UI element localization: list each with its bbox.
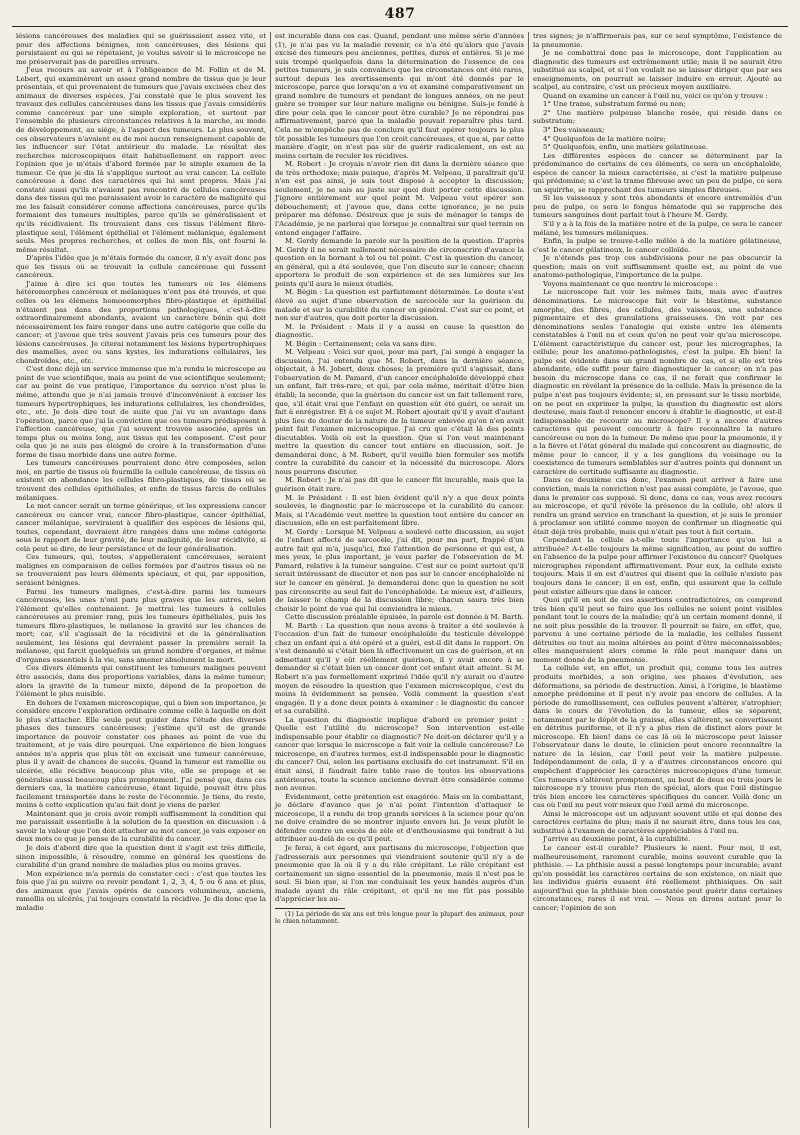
paragraph: J'arrive au deuxième point, à la curabilité. bbox=[543, 835, 691, 844]
paragraph: Ces divers éléments qui constituent les tumeurs malignes peuvent être associés, dans des proportions variables, dans la même tumeur; alors la gravité de la tumeur mixte, dépend de la proportion de l'élément le plus nuisible. bbox=[16, 664, 266, 699]
column-left bbox=[12, 32, 270, 1128]
paragraph: J'eus recours au savoir et à l'obligeance de M. Follin et de M. Lebert, qui examinèrent un assez grand nombre de tissus que je leur présentais, et qui provenaient de tumeurs que j'avais excisées chez des animaux de diverses espèces. J'ai constaté que le plus souvent les travaux des cellules cancéreuses dans les tissus que j'avais considérés comme cancéreux par une simple exploration, et surtout par l'ensemble de plusieurs circonstances relatives à la marche, au mode de développement, au siége, à l'aspect des tumeurs. Le plus souvent, ces observateurs n'avaient eu de moi aucun renseignement capable de les influencer sur l'état antérieur du malade. Le résultat des recherches microscopiques était habituellement en rapport avec l'opinion que je m'étais d'abord formée par le simple examen de la tumeur. Ce que je dis là s'applique surtout au vrai cancer. La cellule cancéreuse a donc des caractères qui lui sont propres. Mais j'ai constaté aussi qu'ils n'avaient pas rencontré de cellules cancéreuses dans des tissus qui me paraissaient avoir le caractère de malignité qui me les faisait considérer comme affections cancéreuses, parce qu'ils formaient des tumeurs multiples, parce qu'ils se généralisaient et qu'ils récidivaient. Ils trouvaient dans ces tissus l'élément fibro-plastique seul, l'élément épithélial et l'élément mélanique, également seuls. Mes propres recherches, et celles de mon fils, ont fourni le même résultat. bbox=[16, 66, 266, 254]
paragraph: M. Robert : Je n'ai pas dit que le cancer fût incurable, mais que la guérison était rare. bbox=[275, 476, 524, 493]
paragraph: Je ferai, à cet égard, aux partisans du microscope, l'objection que j'adresserais aux personnes qui viendraient soutenir qu'il n'y a de pneumonie que là où il y a du râle crépitant. Le râle crépitant est certainement un signe essentiel de la pneumonie, mais il n'est pas le seul. Si bien que, si l'on me conduisait les yeux bandés auprès d'un malade ayant du râle crépitant, et qu'il ne me fût pas possible d'apprécier les au- bbox=[275, 843, 524, 904]
column-right bbox=[528, 32, 786, 1128]
list-item: 4° Quelquefois de la matière noire; bbox=[543, 134, 666, 143]
paragraph: lésions cancéreuses des maladies qui se guérissaient assez vite, et pour des affections bénignes, non cancéreuses, des lésions qui persistaient ou qui se répétaient, je voulus savoir si le microscope ne me préserverait pas de pareilles erreurs. bbox=[16, 32, 266, 66]
footnote: (1) La période de six ans est très longue pour la plupart des animaux, pour le chien notamment. bbox=[275, 910, 524, 926]
paragraph: tres signes; je n'affirmerais pas, sur ce seul symptôme, l'existence de la pneumonie. bbox=[533, 32, 782, 49]
paragraph: Évidemment, cette prétention est exagérée. Mais en la combattant, je déclare d'avance que je n'ai point l'intention d'attaquer le microscope, il a rendu de trop grands services à la science pour qu'on ne doive craindre de se montrer injuste envers lui. Je veux plutôt le défendre contre un excès de zèle et d'enthousiasme qui tendrait à lui attribuer au-delà de ce qu'il peut. bbox=[275, 792, 524, 844]
paragraph: Dans ce deuxième cas donc, l'examen peut arriver à faire une conviction, mais la conviction n'est pas aussi complète, je l'avoue, que dans le premier cas supposé. Si donc, dans ce cas, vous avez recours au microscope, et qu'il révèle la présence de la cellule, oh! alors il rendra un grand service en tranchant la question, et je suis le premier à proclamer son utilité comme moyen de confirmer un diagnostic qui était déjà très probable, mais qui n'était pas tout à fait certain. bbox=[533, 476, 782, 536]
list-item: 1° Une trame, substratum formé ou non; bbox=[543, 100, 686, 109]
paragraph: Cependant la cellule a-t-elle toute l'importance qu'on lui a attribuée? A-t-elle toujours la même signification, au point de suffire en l'absence de la pulpe pour affirmer l'existence du cancer? Quelques micrographes répondent affirmativement. Pour eux, la cellule existe toujours. Mais il en est d'autres qui disent que la cellule n'existe pas toujours dans le cancer; il en est, enfin, qui assurent que la cellule peut exister ailleurs que dans le cancer. bbox=[533, 536, 782, 596]
paragraph: M. Robert : Je croyais n'avoir rien dit dans la dernière séance que de très orthodoxe; mais puisque, d'après M. Velpeau, il paraîtrait qu'il n'en est pas ainsi, je suis tout disposé à accepter la discussion; seulement, je ne sais au juste sur quoi doit porter cette discussion. J'ignore entièrement sur quel point M. Velpeau veut opérer son débouchement; et j'avoue que, dans cette ignorance, je ne puis préparer ma défense. Désireux que je suis de ménager le temps de l'Académie, je ne parlerai que lorsque je connaîtrai sur quel terrain on entend engager l'affaire. bbox=[275, 160, 524, 237]
text-columns bbox=[12, 32, 788, 1128]
paragraph: Quand on examine un cancer à l'œil nu, voici ce qu'on y trouve : bbox=[543, 91, 768, 100]
paragraph: Le mot cancer serait un terme générique, et les expressions cancer cancéreux ou cancer vrai, cancer fibro-plastique, cancer épithélial, cancer mélanique, serviraient à qualifier des espèces de lésions qui, toutes, cependant, devraient être rangées dans une même catégorie sous le rapport de leur gravité, de leur malignité, de leur récidivité, si cela peut se dire, de leur persistance et de leur généralisation. bbox=[16, 502, 266, 553]
paragraph: Je ne combattrai donc pas le microscope, dont l'application au diagnostic des tumeurs est extrêmement utile; mais il ne saurait être substitué au scalpel, et si l'on voulait ne se laisser diriger que par ses enseignements, on pourrait se laisser induire en erreur. Ajouté au scalpel, au contraire, c'est un précieux moyen auxiliaire. bbox=[533, 49, 782, 92]
paragraph: Maintenant que je crois avoir rempli suffisamment la condition qui me paraissait essentielle à la solution de la question en discussion : à savoir la valeur que l'on doit attacher au mot cancer, je vais exposer en deux mots ce que je pense de la curabilité du cancer. bbox=[16, 809, 266, 844]
footnote-rule bbox=[275, 908, 345, 909]
paragraph: Parmi les tumeurs malignes, c'est-à-dire parmi les tumeurs cancéreuses, les unes n'ont paru plus graves que les autres, selon l'élément qu'elles contenaient. Je mettrai les tumeurs à cellules cancéreuses au premier rang, puis les tumeurs épithéliales, puis les tumeurs fibro-plastiques, le mélanose la gravité sur les chances de mort; car, s'il s'agissait de la récidivité et de la généralisation seulement, les lésions qui devraient passer la première serait la mélanose, qui farcit quelquefois un grand nombre d'organes, et même d'organes essentiels à la vie, sans amener absolument la mort. bbox=[16, 587, 266, 664]
list-item: 2° Une matière pulpeuse blanche rosée, qui réside dans ce substratum; bbox=[533, 108, 782, 126]
paragraph: Le microscope fait voir les mêmes faits, mais avec d'autres dénominations. Le microscope fait voir le blastème, substance amorphe, des fibres, des cellules, des vaisseaux, une substance pigmentaire et des granulations graisseuses. On voit par ces dénominations seules l'analogie qui existe entre les éléments constatables à l'œil nu et ceux qu'on ne peut voir qu'au microscope. L'élément caractéristique du cancer est, pour les micrographes, la cellule; pour les anatomo-pathologistes, c'est la pulpe. Eh bien! la pulpe est évidente dans un grand nombre de cas, et si elle est très abondante, elle suffit pour faire diagnostiquer le cancer; on n'a pas besoin du microscope dans ce cas, il ne ferait que confirmer le diagnostic en révélant la présence de la cellule. Mais la présence de la pulpe n'est pas toujours évidente; si, en pressant sur le tissu morbide, on ne peut en exprimer la pulpe, la question du diagnostic est alors douteuse, mais faut-il renoncer encore à établir le diagnostic, et est-il indispensable de recourir au microscope? Il y a encore d'autres caractères qui peuvent concourir à faire reconnaître la nature cancéreuse ou non de la tumeur. De même que pour la pneumonie, il y a la fièvre et l'état général du malade qui concourent au diagnostic, de même pour le cancer, il y a les ganglions du voisinage ou la coexistence de tumeurs semblables sur d'autres points qui donnent un caractère de certitude suffisante au diagnostic. bbox=[533, 288, 782, 476]
paragraph: En dehors de l'examen microscopique, qui a bien son importance, je considère encore l'exploration ordinaire comme celle à laquelle on doit le plus s'attacher. Elle seule peut guider dans l'étude des diverses phases des tumeurs cancéreuses; j'estime qu'il est de grande importance de pouvoir constater ces phases au point de vue du traitement, et je vais dire pourquoi. Une expérience de bien longues années m'a appris que plus tôt on excisait une tumeur cancéreuse, plus il y avait de chances de succès. Quand la tumeur est ramollie ou ulcérée, elle récidive beaucoup plus vite, elle se propage et se généralise aussi beaucoup plus promptement. J'ai pensé que, dans ces derniers cas, la matière cancéreuse, étant liquide, pouvait être plus facilement transportée dans le reste de l'économie. Je tiens, du reste, moins à cette explication qu'au fait dont je viens de parler. bbox=[16, 698, 266, 810]
paragraph: Les différentes espèces de cancer se déterminent par la prédominance de certains de ces éléments, ce sera un encéphaloïde, espèce de cancer la mieux caractérisée, si c'est la matière pulpeuse qui prédomine; si c'est la trame fibreuse avec un peu de pulpe, ce sera un squirrhe, se rapprochant des tumeurs simples fibreuses. bbox=[533, 151, 782, 194]
paragraph: est incurable dans ces cas. Quand, pendant une même série d'années (1), je n'ai pas vu la maladie revenir, ce n'a été qu'alors que j'avais excisé des tumeurs peu anciennes, petites, dures et entières. Si je me suis trompé quelquefois dans la détermination de l'essence de ces petites tumeurs, je suis convaincu que les circonstances ont été rares, surtout depuis les avertissements qui m'ont été donnés par le microscope, parce que lorsqu'on a vu et examiné comparativement un grand nombre de tumeurs et pendant de longues années, on ne peut guère se tromper sur leur nature maligne ou bénigne. Suis-je fondé à dire pour cela que le cancer peut être curable? Je ne répondrai pas affirmativement, parce que la maladie pouvait reparaître plus tard. Cela ne m'empêche pas de conclure qu'il faut opérer toujours le plus tôt possible les tumeurs que l'on croit cancéreuses, et que si, par cette manière d'agir, on n'est pas sûr de guérir radicalement, on est au moins certain de reculer les récidives. bbox=[275, 32, 524, 160]
paragraph: M. Barth : La question que nous avons à traiter a été soulevée à l'occasion d'un fait de tumeur encéphaloïde du testicule développé chez un enfant qui a été opéré et a guéri, est-il dit dans le rapport. On s'est demandé si c'était bien là effectivement un cas de guérison, et en admettant qu'il y eût réellement guérison, il y avait encore à se demander si c'était bien un cancer dont cet enfant était atteint. Si M. Robert n'a pas formellement exprimé l'idée qu'il n'y aurait ou d'autre moyen de résoudre la question que l'examen microscopique, c'est du moins là évidemment sa pensée. Voilà comment la question s'est engagée. Il y a donc deux points à examiner : le diagnostic du cancer et sa curabilité. bbox=[275, 621, 524, 716]
paragraph: Mon expérience m'a permis de constater ceci : c'est que toutes les fois que j'ai pu suivre ou revoir pendant 1, 2, 3, 4, 5 ou 6 ans et plus, des animaux que j'avais opérés de cancers volumineux, anciens, ramollis ou ulcérés, j'ai toujours constaté la récidive. Je dis donc que la maladie bbox=[16, 869, 266, 912]
paragraph: Ainsi le microscope est un adjuvant souvent utile et qui donne des caractères certains de plus; mais il ne saurait être, dans tous les cas, substitué à l'examen de caractères appréciables à l'œil nu. bbox=[533, 809, 782, 835]
column-middle bbox=[270, 32, 528, 1128]
paragraph: Je dois d'abord dire que la question dont il s'agit est très difficile, sinon impossible, à résoudre, comme en général les questions de curabilité d'un grand nombre de maladies plus ou moins graves. bbox=[16, 843, 266, 870]
paragraph: Le cancer est-il curable? Plusieurs le nient. Pour moi, il est, malheureusement, rarement curable, moins souvent curable que la phthisie. — La phthisie aussi a passé longtemps pour incurable; avant qu'on possédât les caractères certains de son existence, on niait que les individus guéris eussent été réellement phthisiques. On sait aujourd'hui que la phthisie bien constatée peut guérir dans certaines circonstances, rares il est vrai. — Nous en dirons autant pour le cancer; l'opinion de son bbox=[533, 843, 782, 912]
paragraph: M. le Président : Il est bien évident qu'il n'y a que deux points soulevés, le diagnostic par le microscope et la curabilité du cancer. Mais, si l'Académie veut mettre la question tout entière du cancer en discussion, elle en est parfaitement libre. bbox=[275, 493, 524, 528]
list-item: 5° Quelquefois, enfin, une matière gélatineuse. bbox=[543, 143, 708, 152]
paragraph: J'aime à dire ici que toutes les tumeurs où les élémens hétéromorphes cancéreux et mélaniques n'ont pas été trouvés, et que celles où les élémens homoeomorphes fibro-plastique et épithélial n'étaient pas dans des proportions pathologiques, c'est-à-dire extraordinairement abondants, avaient un caractère bénin qui doit nécessairement les faire ranger dans une autre catégorie que celle du cancer; et j'avoue que très souvent j'avais pris ces tumeurs pour des lésions cancéreuses. Je citerai notamment les lésions hypertrophiques des mamelles, avec ou sans kystes, les indurations cellulaires, les chondroïdes, etc., etc. bbox=[16, 279, 266, 365]
paragraph: Ces tumeurs, qui, toutes, s'appelleraient cancéreuses, seraient malignes en comparaison de celles formées par d'autres tissus où ne se trouveraient pas leurs éléments spéciaux, et qui, par opposition, seraient bénignes. bbox=[16, 553, 266, 587]
paragraph: Voyons maintenant ce que montre le microscope : bbox=[543, 279, 718, 288]
paragraph: Si les vaisseaux y sont très abondants et encore entremêlés d'un peu de pulpe, ce sera le fongus hématode qui se rapproche des tumeurs sanguines dont parlait tout à l'heure M. Gerdy. bbox=[533, 194, 782, 220]
paragraph: Enfin, la pulpe se trouve-t-elle mêlée à de la matière gélatineuse, c'est le cancer gélatineux, le cancer colloïde. bbox=[533, 237, 782, 254]
paragraph: M. Bégin : Certainement; cela va sans dire. bbox=[285, 339, 437, 348]
paragraph: M. Bégin : La question est parfaitement déterminée. Le doute s'est élevé au sujet d'une observation de sarcocèle sur la guérison du malade et sur la curabilité du cancer en général. C'est sur ce point, et non sur d'autres, que doit porter la discussion. bbox=[275, 288, 524, 323]
paragraph: M. le Président : Mais il y a aussi en cause la question de diagnostic. bbox=[275, 322, 524, 340]
paragraph: La question du diagnostic implique d'abord ce premier point : Quelle est l'utilité du microscope? Son intervention est-elle indispensable pour établir ce diagnostic? Ne doit-on déclarer qu'il y a cancer que lorsque le microscope a fait voir la cellule cancéreuse? Le microscope, en d'autres termes, est-il indispensable pour le diagnostic du cancer? Oui, selon les partisans exclusifs de cet instrument. S'il en était ainsi, il faudrait faire table rase de toutes les observations antérieures, toute la science ancienne devrait être considérée comme non avenue. bbox=[275, 715, 524, 793]
paragraph: M. Gerdy demande la parole sur la position de la question. D'après M. Gerdy il ne serait nullement nécessaire de circonscrire d'avance la question en la bornant à tel ou tel point. C'est la question du cancer, en général, qui a été soulevée, que l'on discute sur le cancer; chacun apportera le produit de son expérience et de ses lumières sur les points qu'il aura le mieux étudiés. bbox=[275, 237, 524, 288]
paragraph: M. Gerdy : Lorsque M. Velpeau a soulevé cette discussion, au sujet de l'enfant affecté de sarcocèle, j'ai dit, pour ma part, frappé d'un autre fait qui m'a, jusqu'ici, fixé l'attention de personne et qui est, à mes yeux, le plus important, je veux parler de l'observation de M. Pamard, relative à la tumeur sanguine. C'est sur ce point surtout qu'il serait intéressant de discuter et non pas sur le cancer encéphaloïde ni sur le cancer en général. Je demanderai donc que la question ne soit pas circonscrite au seul fait de l'encéphaloïde. Le mieux est, d'ailleurs, de laisser le champ de la discussion libre; chacun saura très bien choisir le point de vue qui lui conviendra le mieux. bbox=[275, 527, 524, 613]
page-number: 487 bbox=[384, 6, 416, 22]
paragraph: C'est donc déjà un service immense que m'a rendu le microscope au point de vue scientifique, mais au point de vue scientifique seulement; car au point de vue pratique, l'importance du service n'est plus le même, attendu que je n'ai jamais trouvé d'inconvénient à exciser les tumeurs hypertrophiques, les indurations cellulaires, les chondroïdes, etc., etc. Je dois dire tout de suite que j'ai vu un avantage dans l'opération, parce que j'ai la conviction que ces tumeurs prédisposent à l'affection cancéreuse, que j'ai souvent trouvée associée, après un temps plus ou moins long, aux tissus qui les composent. C'est pour cela que je ne suis pas éloigné de croire à la transformation d'une forme de tissu morbide dans une autre forme. bbox=[16, 365, 266, 459]
paragraph: D'après l'idée que je m'étais formée du cancer, il n'y avait donc pas que les tissus où se trouvait la cellule cancéreuse qui fussent cancéreux. bbox=[16, 254, 266, 280]
paragraph: Cette discussion préalable épuisée, la parole est donnée à M. Barth. bbox=[285, 613, 524, 622]
paragraph: Je n'étends pas trop ces subdivisions pour ne pas obscurcir la question; mais on voit suffisamment quelle est, au point de vue anatomo-pathologique, l'importance de la pulpe. bbox=[533, 254, 782, 280]
header-rule bbox=[12, 26, 788, 27]
paragraph: S'il y a à la fois de la matière noire et de la pulpe, ce sera le cancer mélané, les tumeurs mélaniques. bbox=[533, 220, 782, 237]
paragraph: Les tumeurs cancéreuses pourraient donc être composées, selon moi, en partie de tissus où fourmille la cellule cancéreuse, de tissus où existent en abondance les cellules fibro-plastiques, de tissus où se trouvent des cellules épithéliales, et enfin de tissus farcis de cellules mélaniques. bbox=[16, 459, 266, 502]
paragraph: M. Velpeau : Voici sur quoi, pour ma part, j'ai songé à engager la discussion. J'ai entendu que M. Robert, dans la dernière séance, objectait, à M. Jobert, deux choses; la première qu'il s'agissait, dans l'observation de M. Pamard, d'un cancer encéphaloïde développé chez un enfant, fait très-rare, et qui, par cela même, méritait d'être bien établi; la seconde, que la guérison du cancer est un fait tellement rare, que, s'il était vrai que l'enfant en question eût été guéri, ce serait un fait à enrégistrer. Et à ce sujet M. Robert ajoutait qu'il y avait d'autant plus lieu de douter de la nature de la tumeur enlevée qu'on n'en avait point fait l'examen microscopique. J'ai cru que c'était là des points discutables. Voilà où est la question. Que si l'on veut maintenant mettre la question du cancer tout entière en discussion, soit. Je demanderai donc, à M. Robert, qu'il veuille bien formuler ses motifs contre la curabilité du cancer et la nécessité du microscope. Alors nous pourrons discuter. bbox=[275, 348, 524, 476]
list-item: 3° Des vaisseaux; bbox=[543, 126, 605, 135]
paragraph: Quoi qu'il en soit de ces assertions contradictoires, on comprend très bien qu'il peut se faire que les cellules ne soient point visibles pendant tout le cours de la maladie; qu'à un certain moment donné, il ne soit plus possible de la trouver. Il pourrait se faire, en effet, que, parvenu à une certaine période de la maladie, les cellules fussent détruites ou tout au moins altérées au point d'être méconnaissables; elles manqueraient alors comme le râle peut manquer dans un moment donné de la pneumonie. bbox=[533, 596, 782, 664]
paragraph: La cellule est, en effet, un produit qui, comme tous les autres produits morbides, a son origine, ses phases d'évolution, ses déformations, sa période de destruction. Ainsi, à l'origine, le blastème amorphe prédomine et il peut n'y avoir pas encore de cellules. A la période de ramollissement, ces cellules peuvent s'altérer, s'atrophier; dans le cours de l'évolution de la tumeur, elles se séparent, notamment par le dépôt de la graisse, elles s'altèrent, se convertissent en détritus puriforme, et il n'y a plus rien de distinct alors pour le microscope. Eh bien! dans ce cas là où le microscope peut laisser l'observateur dans le doute, le clinicien peut encore reconnaître la nature de la lésion, car l'œil peut voir la matière pulpeuse. Indépendamment de cela, il y a d'autres circonstances encore qui empêchent d'apprécier les caractères microscopiques d'une tumeur. Ces tumeurs s'altèrent promptement, au bout de deux ou trois jours le microscope n'y trouve plus rien de spécial, alors que l'œil distingue très bien encore les caractères spécifiques du cancer. Voilà donc un cas où l'œil nu peut voir mieux que l'œil armé du microscope. bbox=[533, 664, 782, 810]
